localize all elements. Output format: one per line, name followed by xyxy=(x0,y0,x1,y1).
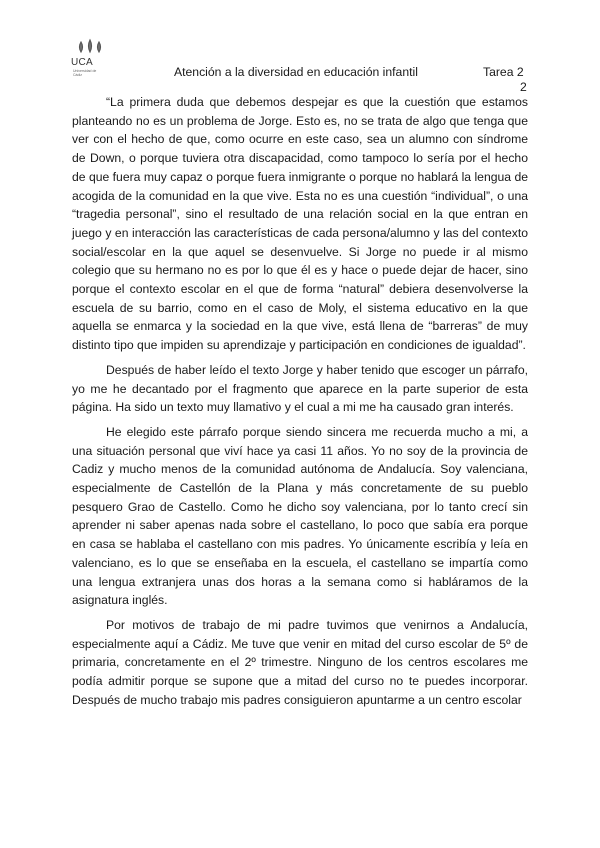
paragraph: Por motivos de trabajo de mi padre tuvimos que venirnos a Andalucía, especialmente aquí a Cádiz. Me tuve que venir en mitad del curso escolar de 5º de primaria, concretamente en el 2º trimestre. Ninguno de los centros escolares me podía admitir porque se supone que a mitad del curso no te puedes incorporar. Después de mucho trabajo mis padres consiguieron apuntarme a un centro escolar xyxy=(72,617,528,707)
paragraph: Después de haber leído el texto Jorge y haber tenido que escoger un párrafo, yo me he decantado por el fragmento que aparece en la parte superior de esta página. Ha sido un texto muy llamativo y el cual a mi me ha causado gran interés. xyxy=(72,362,528,415)
header-task: Tarea 2 xyxy=(483,65,524,79)
body-text xyxy=(72,93,528,716)
paragraph: He elegido este párrafo porque siendo sincera me recuerda mucho a mi, a una situación personal que viví hace ya casi 11 años. Yo no soy de la provincia de Cadiz y mucho menos de la comunidad autónoma de Andalucía. Soy valenciana, especialmente de Castellón de la Plana y más concretamente de su pueblo pesquero Grao de Castello. Como he dicho soy valenciana, por lo tanto crecí sin aprender ni saber apenas nada sobre el castellano, lo poco que sabía era porque en casa se hablaba el castellano con mis padres. Yo únicamente escribía y leía en valenciano, es lo que se enseñaba en la escuela, el castellano se impartía como una lengua extranjera unas dos horas a la semana como si habláramos de la asignatura inglés. xyxy=(72,424,528,608)
logo-text: UCA xyxy=(71,57,94,68)
page-number: 2 xyxy=(520,80,527,94)
header-title: Atención a la diversidad en educación infantil xyxy=(174,65,418,79)
logo-subtext: Universidad de Cádiz xyxy=(73,69,97,77)
paragraph-quote: “La primera duda que debemos despejar es que la cuestión que estamos planteando no es un problema de Jorge. Esto es, no se trata de algo que tenga que ver con el hecho de que, como ocurre en este caso, sea un alumno con síndrome de Down, o porque tuviera otra discapacidad, como tampoco lo sería por el hecho de que fuera muy capaz o porque fuera inmigrante o porque no hablará la lengua de acogida de la comunidad en la que vive. Esta no es una cuestión “individual”, o una “tragedia personal”, sino el resultado de una relación social en la que entran en juego y en interacción las características de cada persona/alumno y las del contexto social/escolar en la que aquel se desenvuelve. Si Jorge no puede ir al mismo colegio que su hermano no es por lo que él es y hace o puede dejar de hacer, sino porque el contexto escolar en el que de forma “natural” debiera desenvolverse la escuela de su barrio, como en el caso de Moly, el sistema educativo en la que aquella se enmarca y la sociedad en la que vive, está llena de “barreras” de muy distinto tipo que impiden su aprendizaje y participación en condiciones de igualdad”. xyxy=(72,95,528,353)
